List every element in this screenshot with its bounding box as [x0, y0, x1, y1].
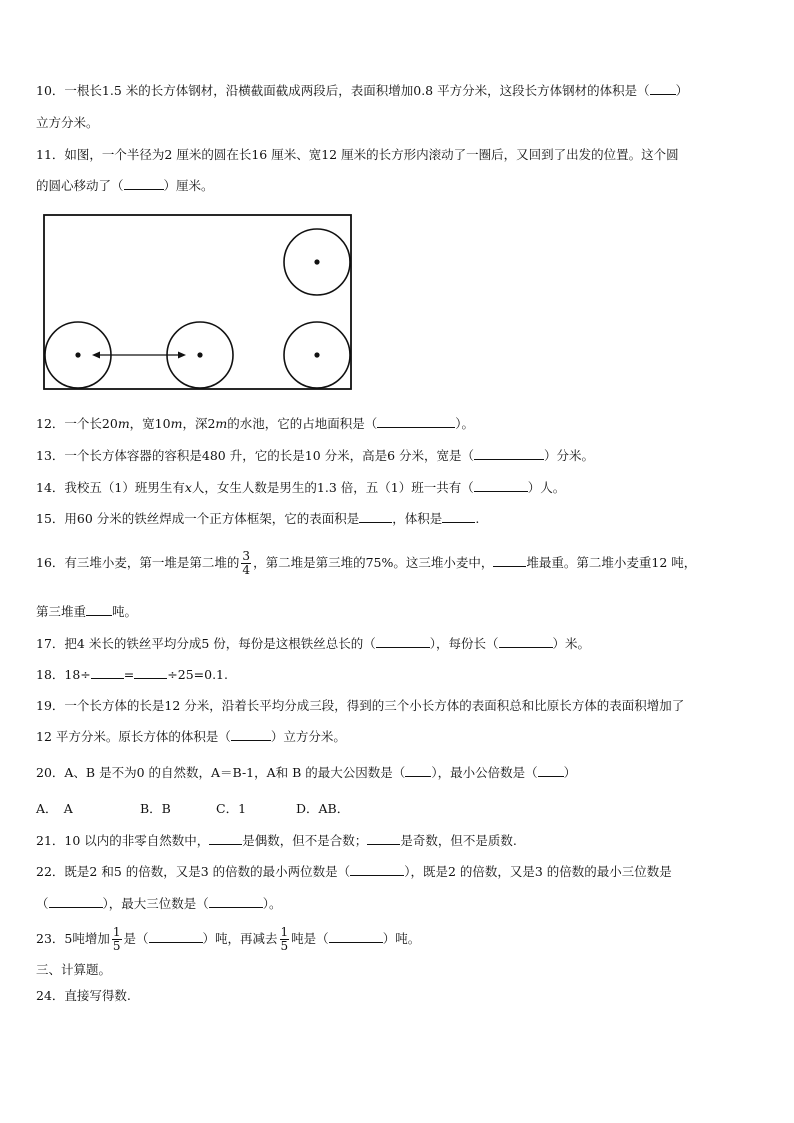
question-16-line2: 第三堆重 吨。 [36, 604, 138, 619]
rectangle-circle-figure [43, 214, 353, 392]
question-19-line2: 12 平方分米。原长方体的体积是（ ）立方分米。 [36, 729, 346, 744]
arrow-head-right [178, 352, 186, 359]
answer-blank[interactable] [209, 833, 242, 845]
answer-blank[interactable] [329, 931, 383, 943]
answer-blank[interactable] [442, 511, 475, 523]
arrow-head-left [92, 352, 100, 359]
question-22-line1: 22．既是2 和5 的倍数，又是3 的倍数的最小两位数是（ ），既是2 的倍数，又是3 的倍数的最小三位数是 [36, 864, 672, 879]
question-11-line2: 的圆心移动了（ ）厘米。 [36, 178, 214, 193]
answer-blank[interactable] [134, 667, 167, 679]
question-20: 20．A、B 是不为0 的自然数，A＝B-1，A和 B 的最大公因数是（ ），最小公倍数是（ ） [36, 765, 577, 780]
answer-blank[interactable] [359, 511, 392, 523]
option-b[interactable]: B．B [140, 801, 171, 816]
answer-blank[interactable] [124, 178, 164, 190]
answer-blank[interactable] [231, 729, 271, 741]
option-c[interactable]: C．1 [216, 801, 247, 816]
rectangle [44, 215, 351, 389]
option-d[interactable]: D．AB． [296, 801, 350, 816]
question-24: 24．直接写得数. [36, 988, 131, 1003]
circle-middle-center [197, 352, 202, 357]
fraction: $\frac{1}{5}$ [112, 925, 121, 953]
question-10-line2: 立方分米。 [36, 115, 99, 130]
question-10-line1: 10．一根长1.5 米的长方体钢材，沿横截面截成两段后，表面积增加0.8 平方分米，这段长方体钢材的体积是（ ） [36, 83, 689, 98]
answer-blank[interactable] [350, 864, 404, 876]
answer-blank[interactable] [86, 604, 112, 616]
question-22-line2: （ ），最大三位数是（ ）。 [36, 896, 282, 911]
answer-blank[interactable] [650, 83, 676, 95]
answer-blank[interactable] [367, 833, 400, 845]
question-19-line1: 19．一个长方体的长是12 分米，沿着长平均分成三段，得到的三个小长方体的表面积总和比原长方体的表面积增加了 [36, 698, 685, 713]
answer-blank[interactable] [493, 555, 526, 567]
fraction: $\frac{3}{4}$ [242, 549, 251, 577]
circle-bottom-right-center [314, 352, 319, 357]
answer-blank[interactable] [405, 765, 431, 777]
circle-top-right-center [314, 259, 319, 264]
question-11-line1: 11．如图，一个半径为2 厘米的圆在长16 厘米、宽12 厘米的长方形内滚动了一圈后，又回到了出发的位置。这个圆 [36, 147, 679, 162]
section-heading: 三、计算题。 [36, 962, 112, 977]
option-a[interactable]: A． A [36, 801, 73, 816]
answer-blank[interactable] [474, 448, 544, 460]
question-12: 12．一个长20m，宽10m，深2m的水池，它的占地面积是（ ）。 [36, 416, 475, 431]
question-16-line1: 16．有三堆小麦，第一堆是第二堆的 $\frac{3}{4}$ ，第二堆是第三堆的75%。这三堆小麦中， 堆最重。第二堆小麦重12 吨， [36, 549, 697, 577]
answer-blank[interactable] [209, 896, 263, 908]
question-14: 14．我校五（1）班男生有x人，女生人数是男生的1.3 倍，五（1）班一共有（ ）人。 [36, 480, 566, 495]
question-18: 18．18÷ = ÷25=0.1. [36, 667, 228, 682]
answer-blank[interactable] [499, 636, 553, 648]
answer-blank[interactable] [474, 480, 528, 492]
question-23: 23．5吨增加 $\frac{1}{5}$ 是（ ）吨，再减去 $\frac{1}{5}$ 吨是（ ）吨。 [36, 925, 421, 953]
answer-blank[interactable] [49, 896, 103, 908]
answer-blank[interactable] [376, 636, 430, 648]
question-13: 13．一个长方体容器的容积是480 升，它的长是10 分米，高是6 分米，宽是（ ）分米。 [36, 448, 595, 463]
answer-blank[interactable] [91, 667, 124, 679]
answer-blank[interactable] [149, 931, 203, 943]
question-17: 17．把4 米长的铁丝平均分成5 份，每份是这根铁丝总长的（ ），每份长（ ）米。 [36, 636, 591, 651]
answer-blank[interactable] [538, 765, 564, 777]
circle-start-center [75, 352, 80, 357]
question-15: 15．用60 分米的铁丝焊成一个正方体框架，它的表面积是 ，体积是 . [36, 511, 480, 526]
answer-blank[interactable] [377, 416, 455, 428]
question-21: 21．10 以内的非零自然数中， 是偶数，但不是合数； 是奇数，但不是质数. [36, 833, 517, 848]
fraction: $\frac{1}{5}$ [280, 925, 289, 953]
question-20-options [36, 801, 349, 817]
